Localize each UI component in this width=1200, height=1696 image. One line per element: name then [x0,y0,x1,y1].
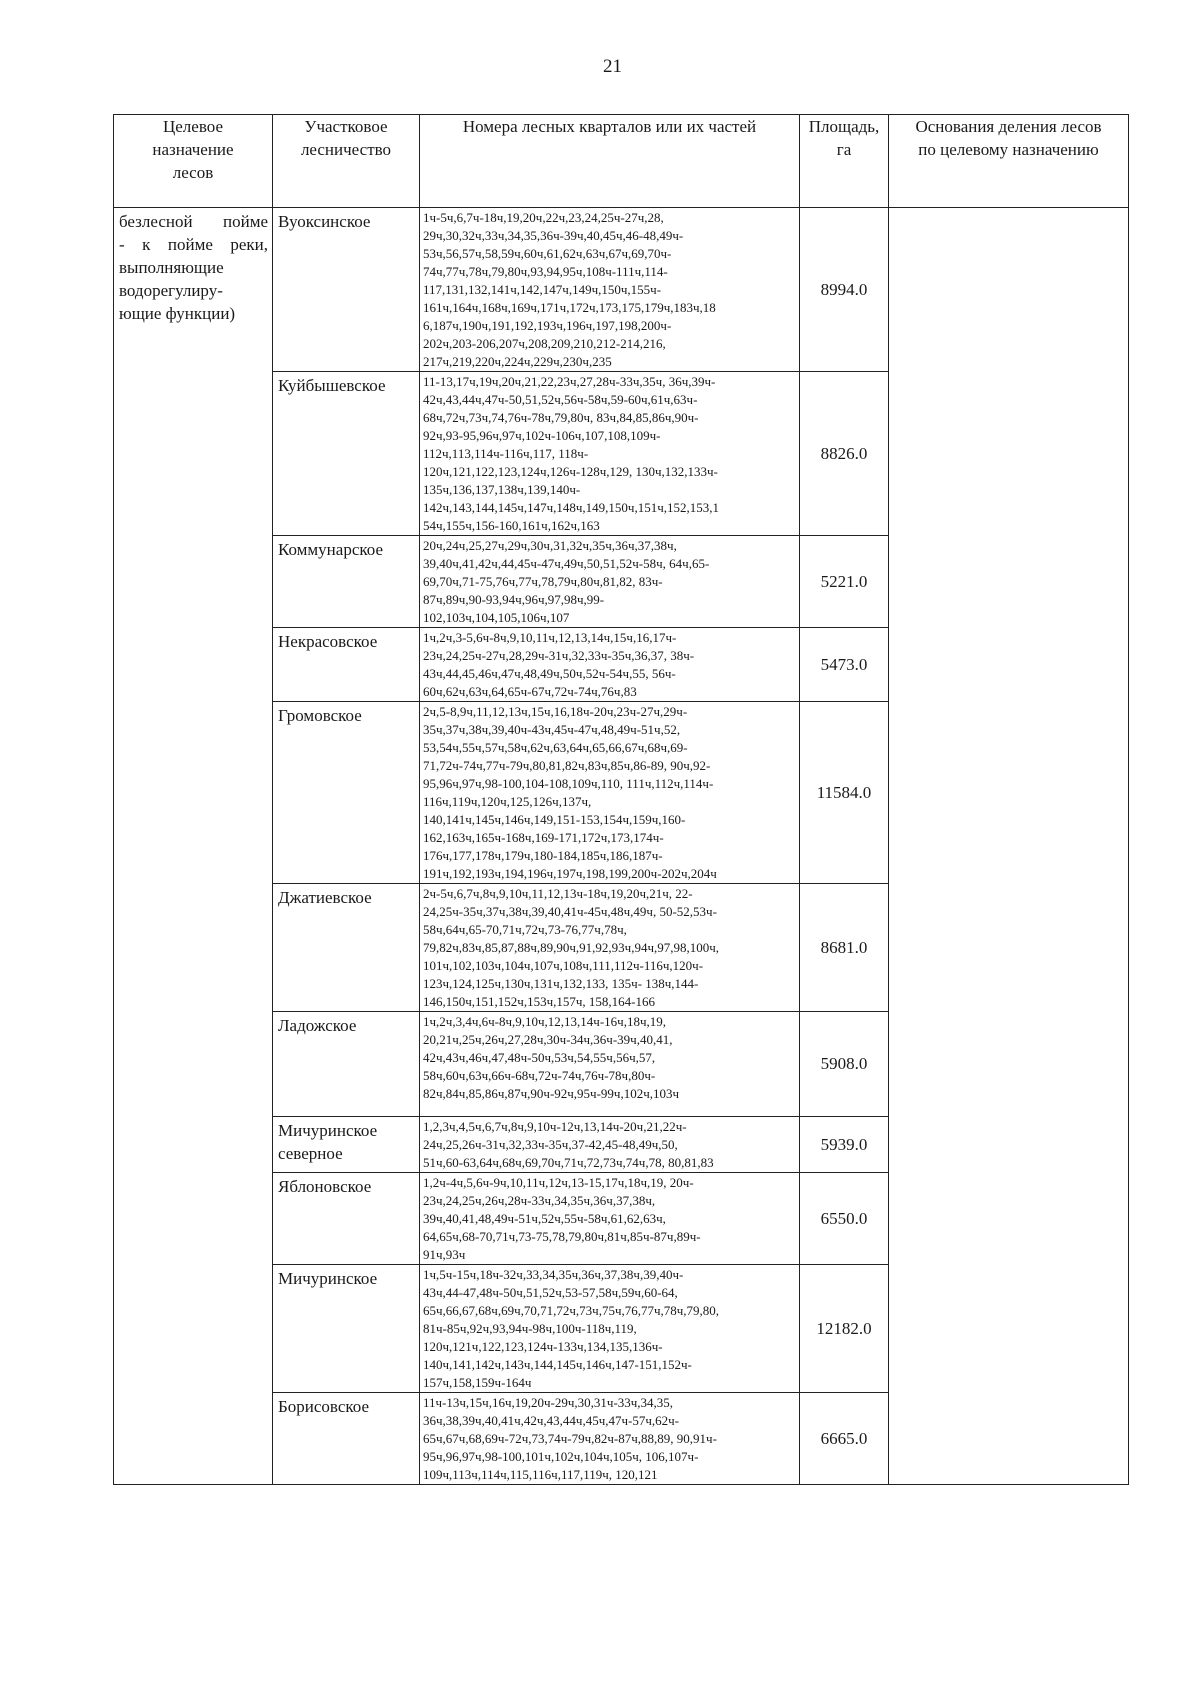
basis-cell [889,208,1129,1485]
quarter-line: 87ч,89ч,90-93,94ч,96ч,97,98ч,99- [423,592,605,607]
quarter-numbers [420,1173,800,1265]
quarter-line: 1,2ч-4ч,5,6ч-9ч,10,11ч,12ч,13-15,17ч,18ч,19, 20ч- [423,1175,694,1190]
quarter-line: 42ч,43,44ч,47ч-50,51,52ч,56ч-58ч,59-60ч,61ч,63ч- [423,392,698,407]
quarter-line: 2ч,5-8,9ч,11,12,13ч,15ч,16,18ч-20ч,23ч-27ч,29ч- [423,704,688,719]
area-value: 5221.0 [800,536,889,628]
quarter-line: 65ч,66,67,68ч,69ч,70,71,72ч,73ч,75ч,76,77ч,78ч,79,80, [423,1303,720,1318]
quarter-line: 58ч,60ч,63ч,66ч-68ч,72ч-74ч,76ч-78ч,80ч- [423,1068,656,1083]
quarter-line: 43ч,44,45,46ч,47ч,48,49ч,50ч,52ч-54ч,55, 56ч- [423,666,676,681]
quarter-line: 1ч-5ч,6,7ч-18ч,19,20ч,22ч,23,24,25ч-27ч,28, [423,210,664,225]
quarter-line: 191ч,192,193ч,194,196ч,197ч,198,199,200ч-202ч,204ч [423,866,717,881]
quarter-line: 157ч,158,159ч-164ч [423,1375,532,1390]
quarter-line: 79,82ч,83ч,85,87,88ч,89,90ч,91,92,93ч,94ч,97,98,100ч, [423,940,720,955]
quarter-numbers [420,884,800,1012]
forestry-name: Коммунарское [273,536,420,628]
quarter-line: 53,54ч,55ч,57ч,58ч,62ч,63,64ч,65,66,67ч,68ч,69- [423,740,688,755]
quarter-numbers [420,208,800,372]
quarter-line: 82ч,84ч,85,86ч,87ч,90ч-92ч,95ч-99ч,102ч,103ч [423,1086,680,1101]
quarter-line: 101ч,102,103ч,104ч,107ч,108ч,111,112ч-116ч,120ч- [423,958,704,973]
purpose-cell: безлесной пойме - к пойме реки, выполняющие водорегулиру- ющие функции) [114,208,273,1485]
quarter-line: 6,187ч,190ч,191,192,193ч,196ч,197,198,200ч- [423,318,672,333]
quarter-line: 68ч,72ч,73ч,74,76ч-78ч,79,80ч, 83ч,84,85,86ч,90ч- [423,410,699,425]
quarter-line: 2ч-5ч,6,7ч,8ч,9,10ч,11,12,13ч-18ч,19,20ч,21ч, 22- [423,886,693,901]
quarter-line: 20ч,24ч,25,27ч,29ч,30ч,31,32ч,35ч,36ч,37,38ч, [423,538,677,553]
quarter-line: 1ч,2ч,3,4ч,6ч-8ч,9,10ч,12,13,14ч-16ч,18ч,19, [423,1014,667,1029]
area-value: 5939.0 [800,1117,889,1173]
quarter-line: 142ч,143,144,145ч,147ч,148ч,149,150ч,151ч,152,153,1 [423,500,719,515]
quarter-line: 24,25ч-35ч,37ч,38ч,39,40,41ч-45ч,48ч,49ч, 50-52,53ч- [423,904,717,919]
quarter-line: 71,72ч-74ч,77ч-79ч,80,81,82ч,83ч,85ч,86-89, 90ч,92- [423,758,711,773]
area-value: 6550.0 [800,1173,889,1265]
quarter-line: 1ч,5ч-15ч,18ч-32ч,33,34,35ч,36ч,37,38ч,39,40ч- [423,1267,684,1282]
quarter-line: 91ч,93ч [423,1247,466,1262]
quarter-line: 43ч,44-47,48ч-50ч,51,52ч,53-57,58ч,59ч,60-64, [423,1285,678,1300]
forestry-name: Громовское [273,702,420,884]
quarter-line: 64,65ч,68-70,71ч,73-75,78,79,80ч,81ч,85ч-87ч,89ч- [423,1229,701,1244]
header-area: Площадь, га [800,115,889,208]
area-value: 11584.0 [800,702,889,884]
quarter-line: 23ч,24,25ч,26ч,28ч-33ч,34,35ч,36ч,37,38ч, [423,1193,656,1208]
forestry-name: Ладожское [273,1012,420,1117]
quarter-line: 39,40ч,41,42ч,44,45ч-47ч,49ч,50,51,52ч-58ч, 64ч,65- [423,556,710,571]
quarter-line: 140,141ч,145ч,146ч,149,151-153,154ч,159ч,160- [423,812,686,827]
quarter-line: 60ч,62ч,63ч,64,65ч-67ч,72ч-74ч,76ч,83 [423,684,637,699]
quarter-numbers [420,1012,800,1117]
quarter-line: 112ч,113,114ч-116ч,117, 118ч- [423,446,589,461]
header-quarters: Номера лесных кварталов или их частей [420,115,800,208]
quarter-line: 20,21ч,25ч,26ч,27,28ч,30ч-34ч,36ч-39ч,40,41, [423,1032,673,1047]
area-value: 8826.0 [800,372,889,536]
quarter-numbers [420,1117,800,1173]
area-value: 5473.0 [800,628,889,702]
header-forestry: Участковое лесничество [273,115,420,208]
quarter-line: 146,150ч,151,152ч,153ч,157ч, 158,164-166 [423,994,655,1009]
forestry-name: Яблоновское [273,1173,420,1265]
area-value: 8681.0 [800,884,889,1012]
header-basis: Основания деления лесов по целевому назначению [889,115,1129,208]
quarter-line: 123ч,124,125ч,130ч,131ч,132,133, 135ч- 138ч,144- [423,976,699,991]
quarter-line: 29ч,30,32ч,33ч,34,35,36ч-39ч,40,45ч,46-48,49ч- [423,228,684,243]
quarter-line: 176ч,177,178ч,179ч,180-184,185ч,186,187ч- [423,848,663,863]
area-value: 6665.0 [800,1393,889,1485]
quarter-line: 69,70ч,71-75,76ч,77ч,78,79ч,80ч,81,82, 83ч- [423,574,663,589]
quarter-numbers [420,702,800,884]
quarter-line: 1ч,2ч,3-5,6ч-8ч,9,10,11ч,12,13,14ч,15ч,16,17ч- [423,630,677,645]
quarter-line: 42ч,43ч,46ч,47,48ч-50ч,53ч,54,55ч,56ч,57, [423,1050,656,1065]
quarter-line: 161ч,164ч,168ч,169ч,171ч,172ч,173,175,179ч,183ч,18 [423,300,716,315]
quarter-line: 217ч,219,220ч,224ч,229ч,230ч,235 [423,354,612,369]
page-number: 21 [603,56,622,77]
quarter-line: 95,96ч,97ч,98-100,104-108,109ч,110, 111ч,112ч,114ч- [423,776,714,791]
forestry-name: Мичуринское [273,1265,420,1393]
quarter-numbers [420,372,800,536]
quarter-line: 95ч,96,97ч,98-100,101ч,102ч,104ч,105ч, 106,107ч- [423,1449,699,1464]
area-value: 12182.0 [800,1265,889,1393]
header-purpose: Целевое назначение лесов [114,115,273,208]
quarter-line: 162,163ч,165ч-168ч,169-171,172ч,173,174ч- [423,830,664,845]
area-value: 8994.0 [800,208,889,372]
quarter-numbers [420,1393,800,1485]
forestry-name: Борисовское [273,1393,420,1485]
forestry-name: Джатиевское [273,884,420,1012]
forestry-name: Вуоксинское [273,208,420,372]
quarter-line: 39ч,40,41,48,49ч-51ч,52ч,55ч-58ч,61,62,63ч, [423,1211,666,1226]
table-header-row [114,115,1129,208]
quarter-line: 23ч,24,25ч-27ч,28,29ч-31ч,32,33ч-35ч,36,37, 38ч- [423,648,695,663]
quarter-line: 1,2,3ч,4,5ч,6,7ч,8ч,9,10ч-12ч,13,14ч-20ч,21,22ч- [423,1119,687,1134]
quarter-line: 74ч,77ч,78ч,79,80ч,93,94,95ч,108ч-111ч,114- [423,264,668,279]
quarter-line: 140ч,141,142ч,143ч,144,145ч,146ч,147-151,152ч- [423,1357,692,1372]
forestry-name: Некрасовское [273,628,420,702]
area-value: 5908.0 [800,1012,889,1117]
quarter-numbers [420,536,800,628]
quarter-line: 53ч,56,57ч,58,59ч,60ч,61,62ч,63ч,67ч,69,70ч- [423,246,672,261]
quarter-line: 24ч,25,26ч-31ч,32,33ч-35ч,37-42,45-48,49ч,50, [423,1137,678,1152]
forestry-name: Куйбышевское [273,372,420,536]
quarter-line: 11-13,17ч,19ч,20ч,21,22,23ч,27,28ч-33ч,35ч, 36ч,39ч- [423,374,716,389]
quarter-numbers [420,628,800,702]
quarter-line: 202ч,203-206,207ч,208,209,210,212-214,216, [423,336,666,351]
table-row [114,208,1129,372]
quarter-line: 51ч,60-63,64ч,68ч,69,70ч,71ч,72,73ч,74ч,78, 80,81,83 [423,1155,714,1170]
forestry-name: Мичуринское северное [273,1117,420,1173]
quarter-line: 54ч,155ч,156-160,161ч,162ч,163 [423,518,600,533]
quarter-line: 35ч,37ч,38ч,39,40ч-43ч,45ч-47ч,48,49ч-51ч,52, [423,722,681,737]
quarter-line: 120ч,121,122,123,124ч,126ч-128ч,129, 130ч,132,133ч- [423,464,718,479]
quarter-line: 58ч,64ч,65-70,71ч,72ч,73-76,77ч,78ч, [423,922,627,937]
quarter-line: 109ч,113ч,114ч,115,116ч,117,119ч, 120,121 [423,1467,658,1482]
forest-purpose-table [113,114,1129,1485]
quarter-line: 135ч,136,137,138ч,139,140ч- [423,482,581,497]
quarter-line: 117,131,132,141ч,142,147ч,149ч,150ч,155ч- [423,282,662,297]
quarter-line: 11ч-13ч,15ч,16ч,19,20ч-29ч,30,31ч-33ч,34,35, [423,1395,674,1410]
quarter-line: 102,103ч,104,105,106ч,107 [423,610,570,625]
quarter-line: 81ч-85ч,92ч,93,94ч-98ч,100ч-118ч,119, [423,1321,637,1336]
quarter-line: 120ч,121ч,122,123,124ч-133ч,134,135,136ч- [423,1339,663,1354]
quarter-line: 116ч,119ч,120ч,125,126ч,137ч, [423,794,592,809]
quarter-line: 65ч,67ч,68,69ч-72ч,73,74ч-79ч,82ч-87ч,88,89, 90,91ч- [423,1431,717,1446]
quarter-numbers [420,1265,800,1393]
quarter-line: 92ч,93-95,96ч,97ч,102ч-106ч,107,108,109ч- [423,428,661,443]
quarter-line: 36ч,38,39ч,40,41ч,42ч,43,44ч,45ч,47ч-57ч,62ч- [423,1413,680,1428]
